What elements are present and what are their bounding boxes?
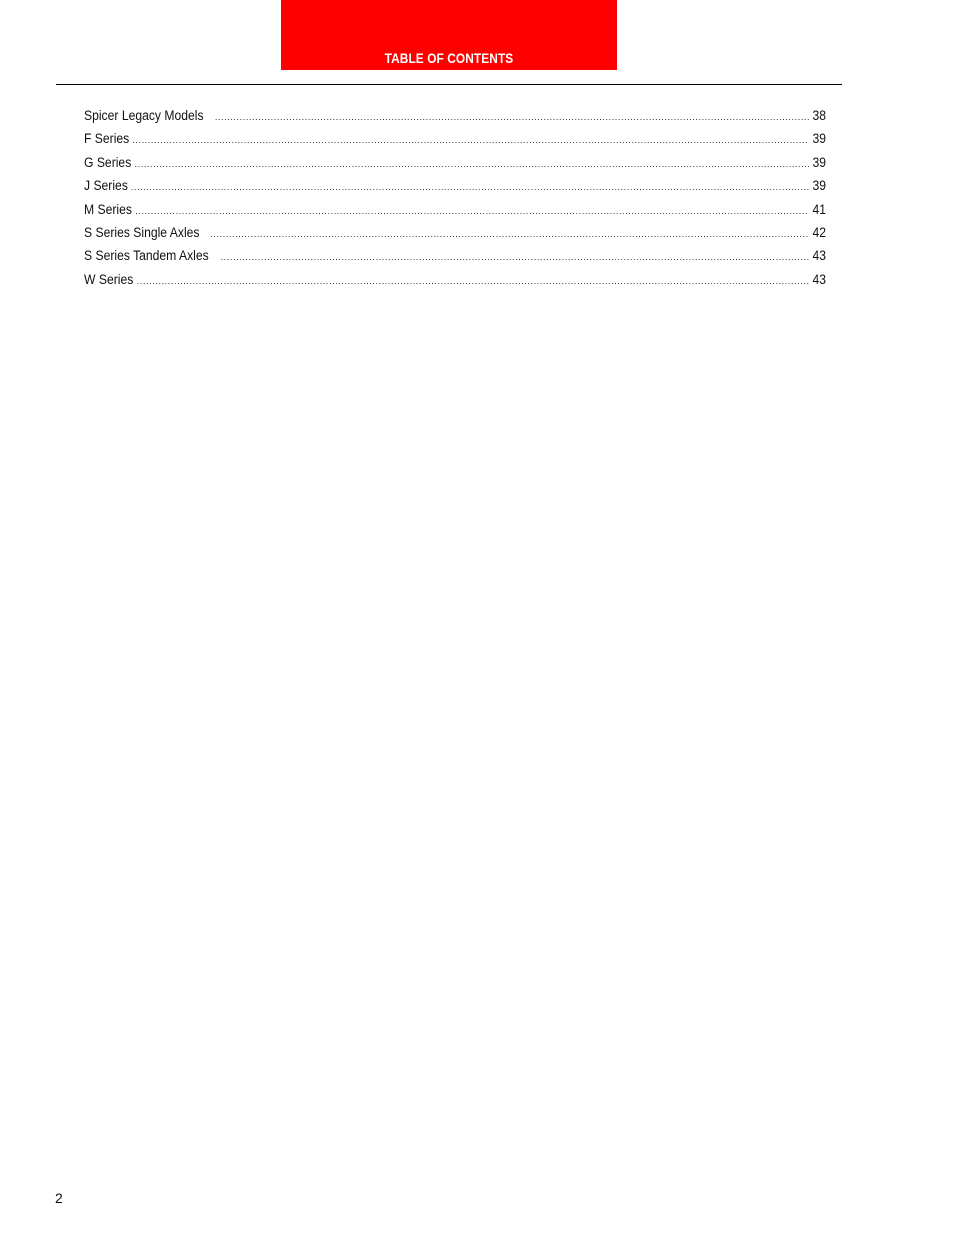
page-number: 2 [55,1190,63,1206]
toc-entry[interactable] [84,130,826,153]
dot-leader [132,131,809,149]
toc-entry-page: 39 [812,154,826,170]
toc-entry-label: S Series Single Axles [84,224,200,240]
toc-entry-page: 39 [812,131,826,147]
toc-entry-page: 39 [812,178,826,194]
toc-entry-label: Spicer Legacy Models [84,108,204,123]
dot-leader [221,248,809,266]
page-title: TABLE OF CONTENTS [384,51,514,66]
dot-leader [137,272,809,290]
toc-entry[interactable] [84,177,826,200]
toc-entry-page: 43 [812,271,826,287]
dot-leader [215,108,809,126]
toc-entry[interactable] [84,271,826,294]
toc-entry-label: G Series [84,154,132,170]
toc-entry-page: 38 [812,108,826,123]
toc-entry[interactable] [84,107,826,130]
toc-entry-page: 43 [812,248,826,264]
toc-entry-label: J Series [84,178,128,194]
header-tab [281,0,617,70]
toc-entry-label: W Series [84,271,134,287]
dot-leader [210,225,809,243]
toc-entry-page: 42 [812,224,826,240]
toc-entry[interactable] [84,247,826,270]
toc-entry-label: S Series Tandem Axles [84,248,209,264]
toc-entry[interactable] [84,224,826,247]
toc-entry[interactable] [84,201,826,224]
dot-leader [135,155,809,173]
dot-leader [135,202,809,220]
header-divider [56,84,842,85]
dot-leader [131,178,809,196]
toc-entry-label: M Series [84,201,132,217]
toc-entry[interactable] [84,154,826,177]
toc-entry-page: 41 [812,201,826,217]
toc-entry-label: F Series [84,131,130,147]
table-of-contents [84,107,826,294]
